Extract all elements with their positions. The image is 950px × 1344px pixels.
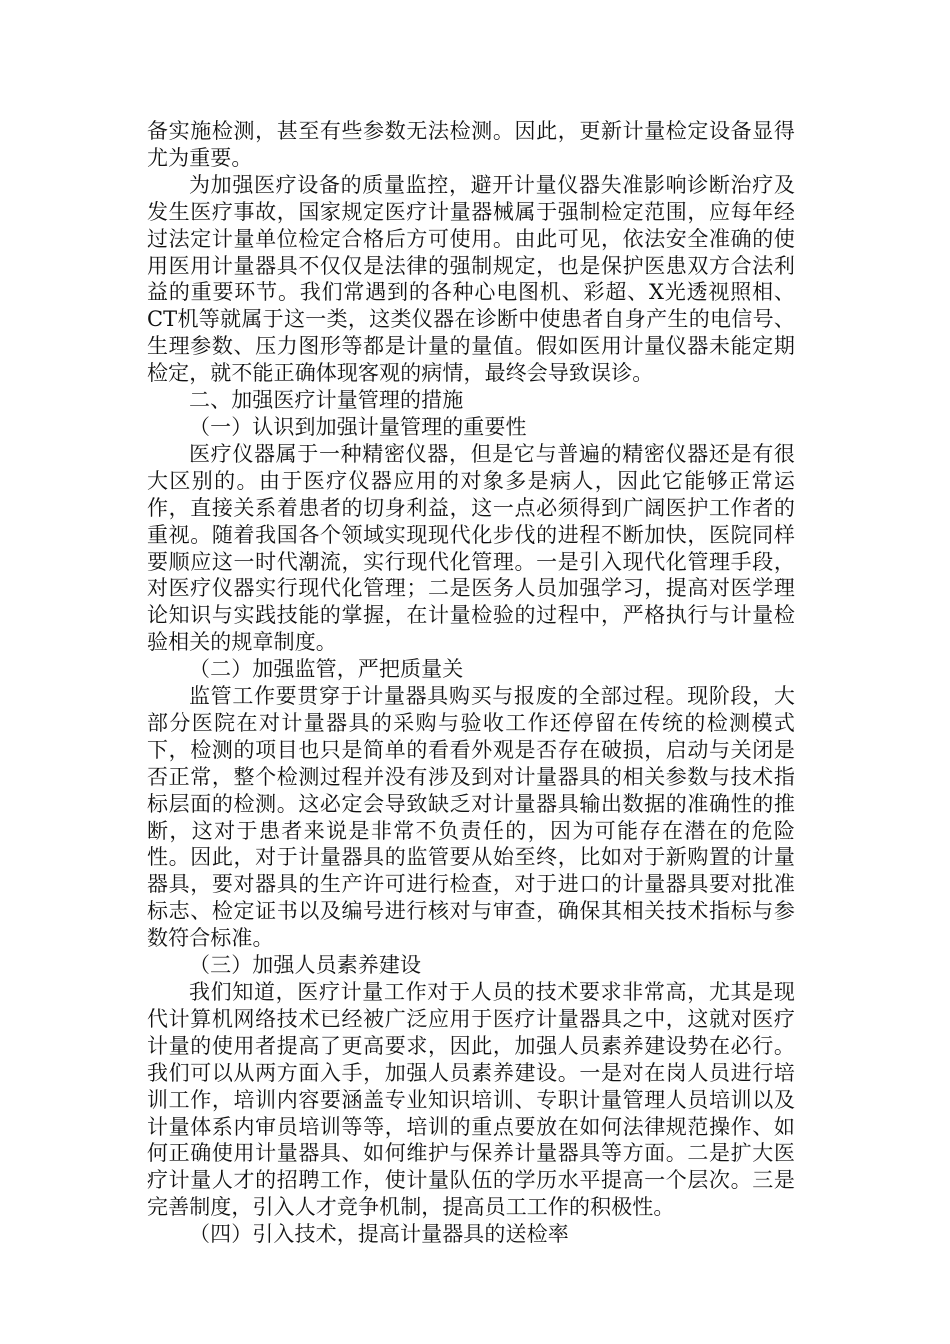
subsection-heading: （四）引入技术，提高计量器具的送检率 [189,1222,569,1247]
subsection-heading: （三）加强人员素养建设 [189,953,422,978]
subsection-heading: （二）加强监管，严把质量关 [189,657,464,682]
subsection-heading: （一）认识到加强计量管理的重要性 [189,414,527,439]
paragraph-continuation: 备实施检测，甚至有些参数无法检测。因此，更新计量检定设备显得尤为重要。 [147,119,795,170]
paragraph-body: 监管工作要贯穿于计量器具购买与报废的全部过程。现阶段，大部分医院在对计量器具的采购与验收工作还停留在传统的检测模式下，检测的项目也只是简单的看看外观是否存在破损，启动与关闭是否正常，整个检测过程并没有涉及到对计量器具的相关参数与技术指标层面的检测。这必定会导致缺乏对计量器具输出数据的准确性的推断，这对于患者来说是非常不负责任的，因为可能存在潜在的危险性。因此，对于计量器具的监管要从始至终，比如对于新购置的计量器具，要对器具的生产许可进行检查，对于进口的计量器具要对批准标志、检定证书以及编号进行核对与审查，确保其相关技术指标与参数符合标准。 [147,684,795,951]
paragraph-body: 我们知道，医疗计量工作对于人员的技术要求非常高，尤其是现代计算机网络技术已经被广泛应用于医疗计量器具之中，这就对医疗计量的使用者提高了更高要求，因此，加强人员素养建设势在必行。我们可以从两方面入手，加强人员素养建设。一是对在岗人员进行培训工作，培训内容要涵盖专业知识培训、专职计量管理人员培训以及计量体系内审员培训等等，培训的重点要放在如何法律规范操作、如何正确使用计量器具、如何维护与保养计量器具等方面。二是扩大医疗计量人才的招聘工作，使计量队伍的学历水平提高一个层次。三是完善制度，引入人才竞争机制，提高员工工作的积极性。 [147,980,795,1220]
paragraph-body: 为加强医疗设备的质量监控，避开计量仪器失准影响诊断治疗及发生医疗事故，国家规定医疗计量器械属于强制检定范围，应每年经过法定计量单位检定合格后方可使用。由此可见，依法安全准确的使用医用计量器具不仅仅是法律的强制规定，也是保护医患双方合法利益的重要环节。我们常遇到的各种心电图机、彩超、X光透视照相、CT机等就属于这一类，这类仪器在诊断中使患者自身产生的电信号、生理参数、压力图形等都是计量的量值。假如医用计量仪器未能定期检定，就不能正确体现客观的病情，最终会导致误诊。 [147,172,795,386]
section-heading: 二、加强医疗计量管理的措施 [189,388,464,413]
document-page [147,118,795,1248]
paragraph-body: 医疗仪器属于一种精密仪器，但是它与普遍的精密仪器还是有很大区别的。由于医疗仪器应用的对象多是病人，因此它能够正常运作，直接关系着患者的切身利益，这一点必须得到广阔医护工作者的重视。随着我国各个领域实现现代化步伐的进程不断加快，医院同样要顺应这一时代潮流，实行现代化管理。一是引入现代化管理手段，对医疗仪器实行现代化管理；二是医务人员加强学习，提高对医学理论知识与实践技能的掌握，在计量检验的过程中，严格执行与计量检验相关的规章制度。 [147,441,795,655]
